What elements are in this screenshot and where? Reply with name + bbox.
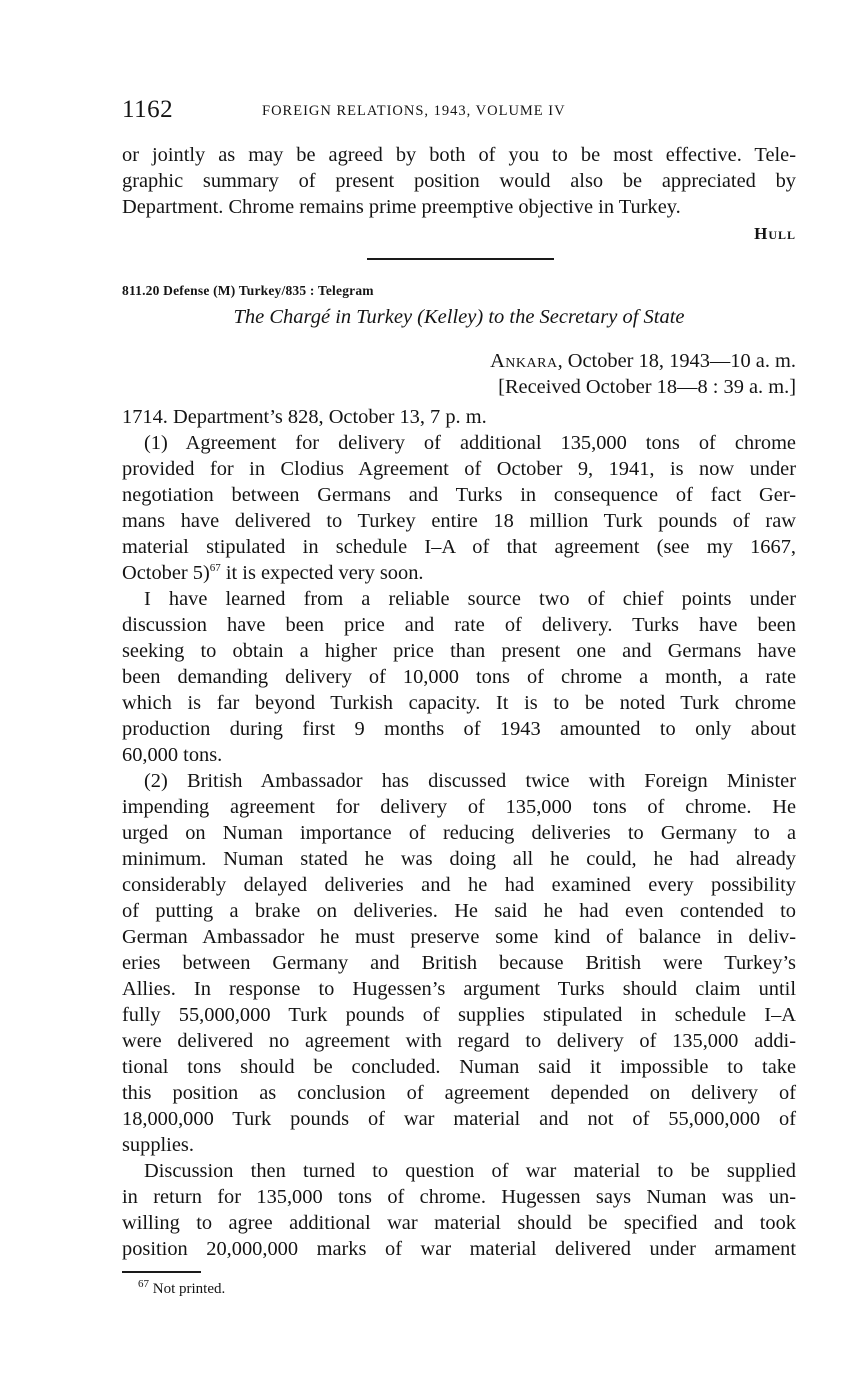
dateline-place: Ankara [490, 350, 558, 372]
received-line: [Received October 18—8 : 39 a. m.] [498, 376, 796, 398]
text-line: willing to agree additional war material should be specified and took [122, 1212, 796, 1234]
document-heading: The Chargé in Turkey (Kelley) to the Secretary of State [233, 306, 685, 328]
signature-line [122, 220, 796, 246]
signature: Hull [754, 224, 796, 243]
file-reference: 811.20 Defense (M) Turkey/835 : Telegram [122, 283, 374, 298]
text-line: in return for 135,000 tons of chrome. Hugessen says Numan was un- [122, 1186, 796, 1208]
text-fragment: October 5) [122, 562, 210, 584]
text-line: eries between Germany and British because British were Turkey’s [122, 952, 796, 974]
dateline-time: , October 18, 1943—10 a. m. [557, 350, 796, 372]
text-line: Allies. In response to Hugessen’s argument Turks should claim until [122, 978, 796, 1000]
text-line: impending agreement for delivery of 135,000 tons of chrome. He [122, 796, 796, 818]
text-line: 18,000,000 Turk pounds of war material and not of 55,000,000 of [122, 1108, 796, 1130]
running-title: FOREIGN RELATIONS, 1943, VOLUME IV [262, 103, 566, 119]
text-line: (2) British Ambassador has discussed twice with Foreign Minister [144, 770, 796, 792]
text-line: considerably delayed deliveries and he had examined every possibility [122, 874, 796, 896]
footnote-text: Not printed. [152, 1281, 226, 1297]
text-line: fully 55,000,000 Turk pounds of supplies stipulated in schedule I–A [122, 1004, 796, 1026]
text-line: seeking to obtain a higher price than present one and Germans have [122, 640, 796, 662]
text-line: Discussion then turned to question of war material to be supplied [144, 1160, 796, 1182]
continuation-text [122, 142, 796, 246]
text-line: of putting a brake on deliveries. He said he had even contended to [122, 900, 796, 922]
footnote-divider [122, 1271, 201, 1273]
text-line: which is far beyond Turkish capacity. It is to be noted Turk chrome [122, 692, 796, 714]
telegram-body [122, 404, 796, 1262]
text-line: discussion have been price and rate of delivery. Turks have been [122, 614, 796, 636]
text-line: minimum. Numan stated he was doing all he could, he had already [122, 848, 796, 870]
footnote-reference: 67 [209, 562, 221, 575]
text-line: production during first 9 months of 1943 amounted to only about [122, 718, 796, 740]
text-line: (1) Agreement for delivery of additional 135,000 tons of chrome [144, 432, 796, 454]
text-line: material stipulated in schedule I–A of that agreement (see my 1667, [122, 536, 796, 558]
text-line: negotiation between Germans and Turks in consequence of fact Ger- [122, 484, 796, 506]
footnote-mark: 67 [138, 1278, 149, 1290]
footnote [138, 1278, 226, 1298]
text-line: tional tons should be concluded. Numan said it impossible to take [122, 1056, 796, 1078]
text-line: Department. Chrome remains prime preemptive objective in Turkey. [122, 196, 681, 218]
text-fragment: it is expected very soon. [220, 562, 424, 584]
text-line: or jointly as may be agreed by both of you to be most effective. Tele- [122, 144, 796, 166]
opening-line: 1714. Department’s 828, October 13, 7 p. m. [122, 406, 487, 428]
text-line: German Ambassador he must preserve some kind of balance in deliv- [122, 926, 796, 948]
text-line: graphic summary of present position would also be appreciated by [122, 170, 796, 192]
text-line: provided for in Clodius Agreement of October 9, 1941, is now under [122, 458, 796, 480]
text-line: were delivered no agreement with regard to delivery of 135,000 addi- [122, 1030, 796, 1052]
text-line: urged on Numan importance of reducing deliveries to Germany to a [122, 822, 796, 844]
text-line: position 20,000,000 marks of war material delivered under armament [122, 1238, 796, 1260]
text-line [122, 560, 796, 586]
dateline [490, 350, 796, 373]
running-head [122, 96, 796, 126]
text-line: 60,000 tons. [122, 744, 223, 766]
text-line: supplies. [122, 1134, 194, 1156]
text-line: I have learned from a reliable source two of chief points under [144, 588, 796, 610]
page-number: 1162 [122, 96, 174, 123]
text-line: mans have delivered to Turkey entire 18 million Turk pounds of raw [122, 510, 796, 532]
text-line: been demanding delivery of 10,000 tons of chrome a month, a rate [122, 666, 796, 688]
section-divider [367, 258, 554, 260]
text-line: this position as conclusion of agreement depended on delivery of [122, 1082, 796, 1104]
